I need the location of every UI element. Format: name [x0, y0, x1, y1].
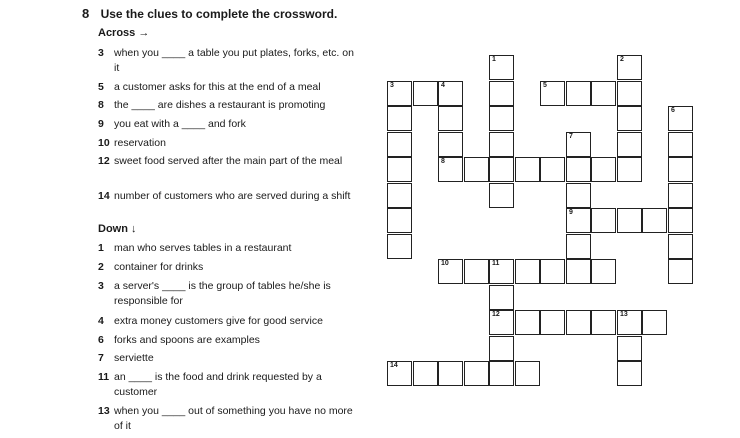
- cell-number: 10: [441, 260, 449, 267]
- cell-number: 12: [492, 311, 500, 318]
- crossword-cell[interactable]: [387, 81, 412, 106]
- across-heading: Across →: [98, 27, 150, 39]
- cell-number: 4: [441, 82, 445, 89]
- crossword-cell[interactable]: [642, 310, 667, 335]
- crossword-cell[interactable]: [668, 132, 693, 157]
- clue-number: 3: [98, 47, 104, 59]
- crossword-cell[interactable]: [489, 361, 514, 386]
- crossword-cell[interactable]: [387, 106, 412, 131]
- cell-number: 13: [620, 311, 628, 318]
- crossword-cell[interactable]: [617, 55, 642, 80]
- crossword-cell[interactable]: [413, 361, 438, 386]
- crossword-cell[interactable]: [464, 157, 489, 182]
- clue-text: the ____ are dishes a restaurant is promoting: [114, 99, 326, 111]
- crossword-cell[interactable]: [617, 106, 642, 131]
- crossword-cell[interactable]: [489, 55, 514, 80]
- crossword-cell[interactable]: [540, 310, 565, 335]
- clue-text: sweet food served after the main part of the meal: [114, 155, 343, 167]
- crossword-cell[interactable]: [591, 157, 616, 182]
- clue-number: 4: [98, 315, 104, 327]
- clue-number: 8: [98, 99, 104, 111]
- crossword-cell[interactable]: [591, 310, 616, 335]
- crossword-cell[interactable]: [540, 259, 565, 284]
- cell-number: 6: [671, 107, 675, 114]
- crossword-cell[interactable]: [617, 132, 642, 157]
- crossword-cell[interactable]: [566, 234, 591, 259]
- cell-number: 11: [492, 260, 500, 267]
- clue-number: 5: [98, 81, 104, 93]
- crossword-cell[interactable]: [617, 336, 642, 361]
- clue-number: 9: [98, 118, 104, 130]
- clue-number: 12: [98, 155, 110, 167]
- clue-text: serviette: [114, 352, 154, 364]
- cell-number: 1: [492, 56, 496, 63]
- crossword-cell[interactable]: [413, 81, 438, 106]
- crossword-cell[interactable]: [668, 208, 693, 233]
- crossword-cell[interactable]: [387, 234, 412, 259]
- crossword-cell[interactable]: [438, 259, 463, 284]
- crossword-cell[interactable]: [438, 157, 463, 182]
- crossword-cell[interactable]: [668, 183, 693, 208]
- clue-number: 7: [98, 352, 104, 364]
- crossword-cell[interactable]: [566, 81, 591, 106]
- crossword-cell[interactable]: [566, 208, 591, 233]
- crossword-cell[interactable]: [515, 361, 540, 386]
- clue-text: number of customers who are served during a shift: [114, 190, 351, 202]
- crossword-cell[interactable]: [387, 183, 412, 208]
- crossword-cell[interactable]: [489, 157, 514, 182]
- clue-text: a customer asks for this at the end of a meal: [114, 81, 321, 93]
- crossword-cell[interactable]: [617, 310, 642, 335]
- cell-number: 14: [390, 362, 398, 369]
- crossword-cell[interactable]: [617, 361, 642, 386]
- crossword-cell[interactable]: [489, 183, 514, 208]
- clue-number: 2: [98, 261, 104, 273]
- clue-text: you eat with a ____ and fork: [114, 118, 246, 130]
- crossword-cell[interactable]: [566, 259, 591, 284]
- crossword-cell[interactable]: [515, 157, 540, 182]
- crossword-cell[interactable]: [617, 208, 642, 233]
- clue-text: forks and spoons are examples: [114, 334, 260, 346]
- cell-number: 8: [441, 158, 445, 165]
- crossword-cell[interactable]: [438, 132, 463, 157]
- clue-number: 10: [98, 137, 110, 149]
- clue-text: when you ____ out of something you have no more of it: [114, 405, 353, 432]
- clue-text: extra money customers give for good service: [114, 315, 323, 327]
- cell-number: 9: [569, 209, 573, 216]
- crossword-cell[interactable]: [515, 259, 540, 284]
- crossword-cell[interactable]: [489, 285, 514, 310]
- crossword-cell[interactable]: [668, 157, 693, 182]
- crossword-cell[interactable]: [668, 106, 693, 131]
- crossword-cell[interactable]: [566, 310, 591, 335]
- crossword-cell[interactable]: [489, 106, 514, 131]
- crossword-cell[interactable]: [464, 259, 489, 284]
- crossword-cell[interactable]: [591, 81, 616, 106]
- exercise-instruction: Use the clues to complete the crossword.: [100, 7, 338, 21]
- crossword-cell[interactable]: [591, 208, 616, 233]
- cell-number: 3: [390, 82, 394, 89]
- crossword-cell[interactable]: [540, 157, 565, 182]
- clue-number: 1: [98, 242, 104, 254]
- crossword-cell[interactable]: [438, 81, 463, 106]
- crossword-cell[interactable]: [489, 310, 514, 335]
- cell-number: 5: [543, 82, 547, 89]
- crossword-cell[interactable]: [566, 183, 591, 208]
- crossword-cell[interactable]: [387, 157, 412, 182]
- clue-number: 13: [98, 405, 110, 417]
- crossword-cell[interactable]: [387, 132, 412, 157]
- crossword-cell[interactable]: [387, 361, 412, 386]
- crossword-cell[interactable]: [489, 259, 514, 284]
- crossword-cell[interactable]: [642, 208, 667, 233]
- crossword-cell[interactable]: [438, 361, 463, 386]
- clue-text: man who serves tables in a restaurant: [114, 242, 292, 254]
- clue-text: reservation: [114, 137, 166, 149]
- clue-number: 6: [98, 334, 104, 346]
- crossword-cell[interactable]: [668, 259, 693, 284]
- crossword-cell[interactable]: [464, 361, 489, 386]
- clue-text: container for drinks: [114, 261, 204, 273]
- clue-number: 3: [98, 280, 104, 292]
- crossword-cell[interactable]: [540, 81, 565, 106]
- crossword-cell[interactable]: [591, 259, 616, 284]
- down-heading: Down ↓: [98, 223, 137, 235]
- clue-number: 14: [98, 190, 110, 202]
- crossword-cell[interactable]: [566, 157, 591, 182]
- crossword-cell[interactable]: [489, 132, 514, 157]
- clue-text: a server's ____ is the group of tables he/she is responsible for: [114, 280, 331, 307]
- crossword-cell[interactable]: [668, 234, 693, 259]
- crossword-cell[interactable]: [387, 208, 412, 233]
- crossword-cell[interactable]: [566, 132, 591, 157]
- crossword-cell[interactable]: [515, 310, 540, 335]
- exercise-number: 8: [82, 6, 90, 21]
- crossword-cell[interactable]: [617, 157, 642, 182]
- crossword-cell[interactable]: [617, 81, 642, 106]
- clue-text: an ____ is the food and drink requested by a customer: [114, 371, 322, 398]
- clue-text: when you ____ a table you put plates, forks, etc. on it: [114, 47, 354, 74]
- cell-number: 7: [569, 133, 573, 140]
- crossword-cell[interactable]: [489, 81, 514, 106]
- crossword-cell[interactable]: [438, 106, 463, 131]
- crossword-cell[interactable]: [489, 336, 514, 361]
- clue-number: 11: [98, 371, 110, 383]
- cell-number: 2: [620, 56, 624, 63]
